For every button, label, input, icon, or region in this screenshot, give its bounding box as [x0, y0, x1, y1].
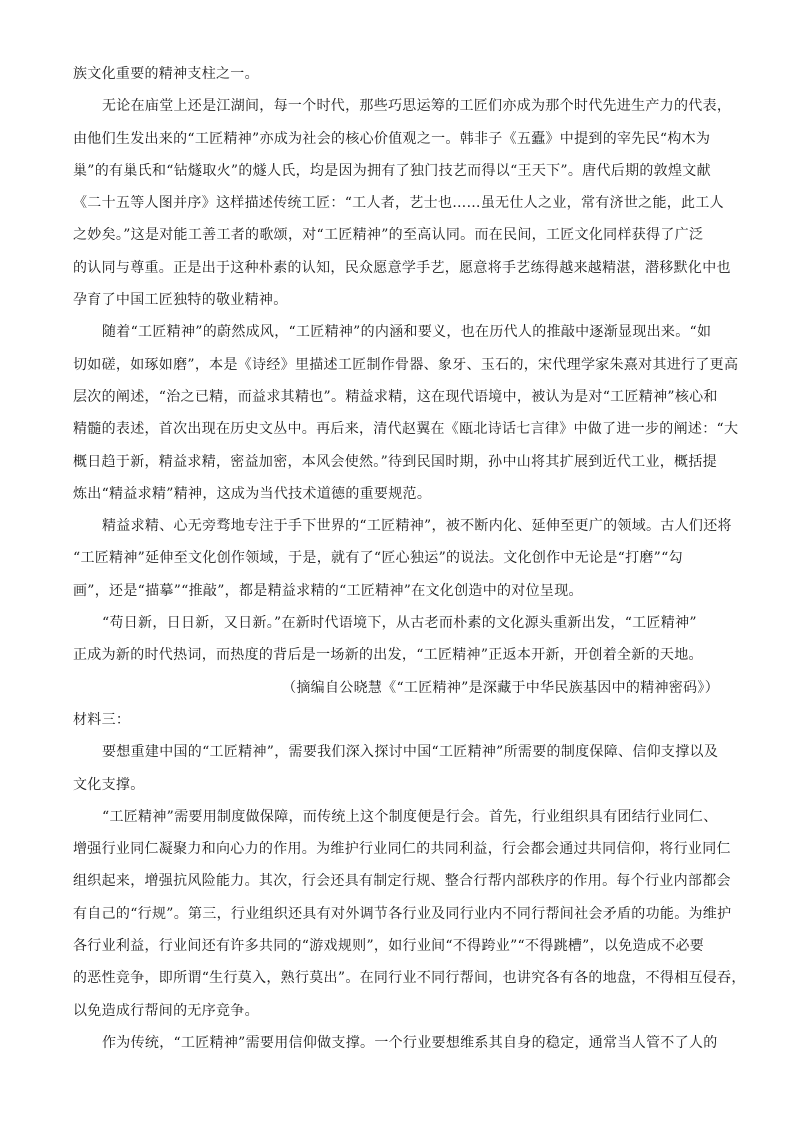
text-line: 组织起来，增强抗风险能力。其次，行会还具有制定行规、整合行帮内部秩序的作用。每个行业内部都会 [73, 873, 731, 890]
text-line: 切如磋，如琢如磨”，本是《诗经》里描述工匠制作骨器、象牙、玉石的，宋代理学家朱熹对其进行了更高 [73, 356, 739, 373]
text-line: 作为传统，“工匠精神”需要用信仰做支撑。一个行业要想维系其自身的稳定，通常当人管不了人的 [102, 1034, 718, 1051]
text-line: 孕育了中国工匠独特的敬业精神。 [73, 292, 288, 309]
text-line: 随着“工匠精神”的蔚然成风，“工匠精神”的内涵和要义，也在历代人的推敲中逐渐显现出来。“如 [102, 324, 712, 341]
text-line: 巢”的有巢氏和“钻燧取火”的燧人氏，均是因为拥有了独门技艺而得以“王天下”。唐代后期的敦煌文献 [73, 162, 711, 179]
text-line: “工匠精神”延伸至文化创作领域，于是，就有了“匠心独运”的说法。文化创作中无论是“打磨”“勾 [73, 550, 683, 567]
text-line: 增强行业同仁凝聚力和向心力的作用。为维护行业同仁的共同利益，行会都会通过共同信仰，将行业同仁 [73, 841, 731, 858]
text-line: 材料三： [73, 711, 131, 728]
text-line: 各行业利益，行业间还有许多共同的“游戏规则”，如行业间“不得跨业”“不得跳槽”，以免造成不必要 [73, 938, 705, 955]
text-line: 的恶性竞争，即所谓“生行莫入，熟行莫出”。在同行业不同行帮间，也讲究各有各的地盘，不得相互侵吞， [73, 970, 746, 987]
text-line: 要想重建中国的“工匠精神”，需要我们深入探讨中国“工匠精神”所需要的制度保障、信仰支撑以及 [102, 744, 719, 761]
text-line: 族文化重要的精神支柱之一。 [73, 66, 259, 82]
text-line: 有自己的“行规”。第三，行业组织还具有对外调节各行业及同行业内不同行帮间社会矛盾的功能。为维护 [73, 905, 732, 922]
text-line: 画”，还是“描摹”“推敲”，都是精益求精的“工匠精神”在文化创造中的对位呈现。 [73, 582, 583, 599]
text-line: 《二十五等人图并序》这样描述传统工匠：“工人者，艺士也……虽无仕人之业，常有济世之能，此工人 [73, 195, 724, 212]
text-line: “工匠精神”需要用制度做保障，而传统上这个制度便是行会。首先，行业组织具有团结行业同仁、 [102, 808, 718, 825]
text-line: 层次的阐述，“治之已精，而益求其精也”。精益求精，这在现代语境中，被认为是对“工匠精神”核心和 [73, 388, 718, 405]
text-line: “苟日新，日日新，又日新。”在新时代语境下，从古老而朴素的文化源头重新出发，“工匠精神” [102, 615, 697, 632]
text-line: 无论在庙堂上还是江湖间，每一个时代，那些巧思运筹的工匠们亦成为那个时代先进生产力的代表， [102, 98, 732, 115]
text-line: 文化支撑。 [73, 776, 145, 793]
text-line: 由他们生发出来的“工匠精神”亦成为社会的核心价值观之一。韩非子《五蠹》中提到的宰先民“构木为 [73, 130, 711, 147]
text-line: 之妙矣。”这是对能工善工者的歌颂，对“工匠精神”的至高认同。而在民间，工匠文化同样获得了广泛 [73, 227, 704, 244]
text-line: 炼出“精益求精”精神，这成为当代技术道德的重要规范。 [73, 485, 432, 502]
text-line: 概日趋于新，精益求精，密益加密，本风会使然。”待到民国时期，孙中山将其扩展到近代工业，概括提 [73, 453, 717, 470]
text-line: 精髓的表述，首次出现在历史文丛中。再后来，清代赵翼在《瓯北诗话七言律》中做了进一步的阐述：“大 [73, 421, 739, 438]
text-line: 正成为新的时代热词，而热度的背后是一场新的出发，“工匠精神”正返本开新，开创着全新的天地。 [73, 647, 703, 664]
text-line: 精益求精、心无旁骛地专注于手下世界的“工匠精神”，被不断内化、延伸至更广的领域。古人们还将 [102, 518, 732, 535]
text-line: 以免造成行帮间的无序竞争。 [73, 1002, 259, 1019]
document-page [73, 58, 746, 1059]
text-line: 的认同与尊重。正是出于这种朴素的认知，民众愿意学手艺，愿意将手艺练得越来越精湛，潜移默化中也 [73, 259, 731, 276]
source-citation: （摘编自公晓慧《“工匠精神”是深藏于中华民族基因中的精神密码》） [282, 679, 719, 696]
